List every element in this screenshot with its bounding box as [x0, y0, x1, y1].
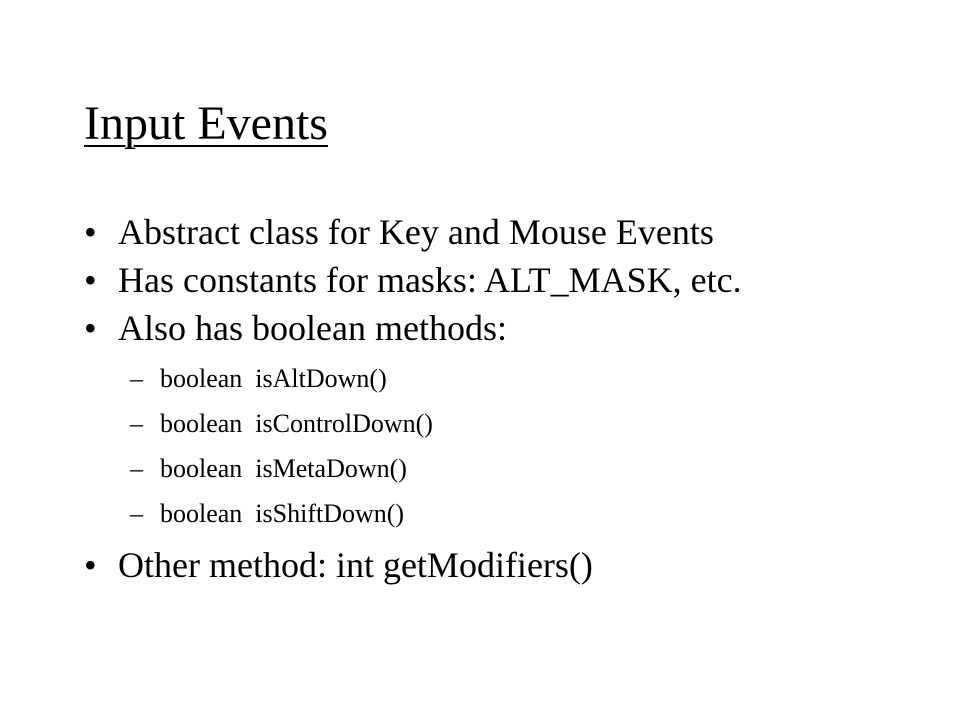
sub-bullet-marker: –: [130, 499, 143, 528]
bullet-text: Also has boolean methods:: [118, 308, 507, 348]
slide-title: Input Events: [84, 97, 328, 150]
bullet-item: [84, 541, 944, 589]
bullet-marker: •: [84, 545, 97, 585]
sub-bullet-text: boolean isControlDown(): [160, 409, 433, 438]
sub-bullet-item: [84, 356, 944, 401]
sub-bullet-marker: –: [130, 409, 143, 438]
sub-bullet-item: [84, 491, 944, 536]
sub-bullet-marker: –: [130, 364, 143, 393]
bullet-marker: •: [84, 212, 97, 252]
bullet-text: Has constants for masks: ALT_MASK, etc.: [118, 260, 742, 300]
sub-bullet-text: boolean isAltDown(): [160, 364, 387, 393]
bullet-list: [84, 208, 944, 589]
bullet-marker: •: [84, 308, 97, 348]
bullet-item: [84, 304, 944, 352]
sub-bullet-marker: –: [130, 454, 143, 483]
bullet-text: Other method: int getModifiers(): [118, 545, 593, 585]
sub-bullet-item: [84, 446, 944, 491]
bullet-item: [84, 256, 944, 304]
sub-bullet-text: boolean isMetaDown(): [160, 454, 407, 483]
bullet-marker: •: [84, 260, 97, 300]
bullet-text: Abstract class for Key and Mouse Events: [118, 212, 714, 252]
sub-bullet-text: boolean isShiftDown(): [160, 499, 405, 528]
bullet-item: [84, 208, 944, 256]
sub-bullet-item: [84, 401, 944, 446]
